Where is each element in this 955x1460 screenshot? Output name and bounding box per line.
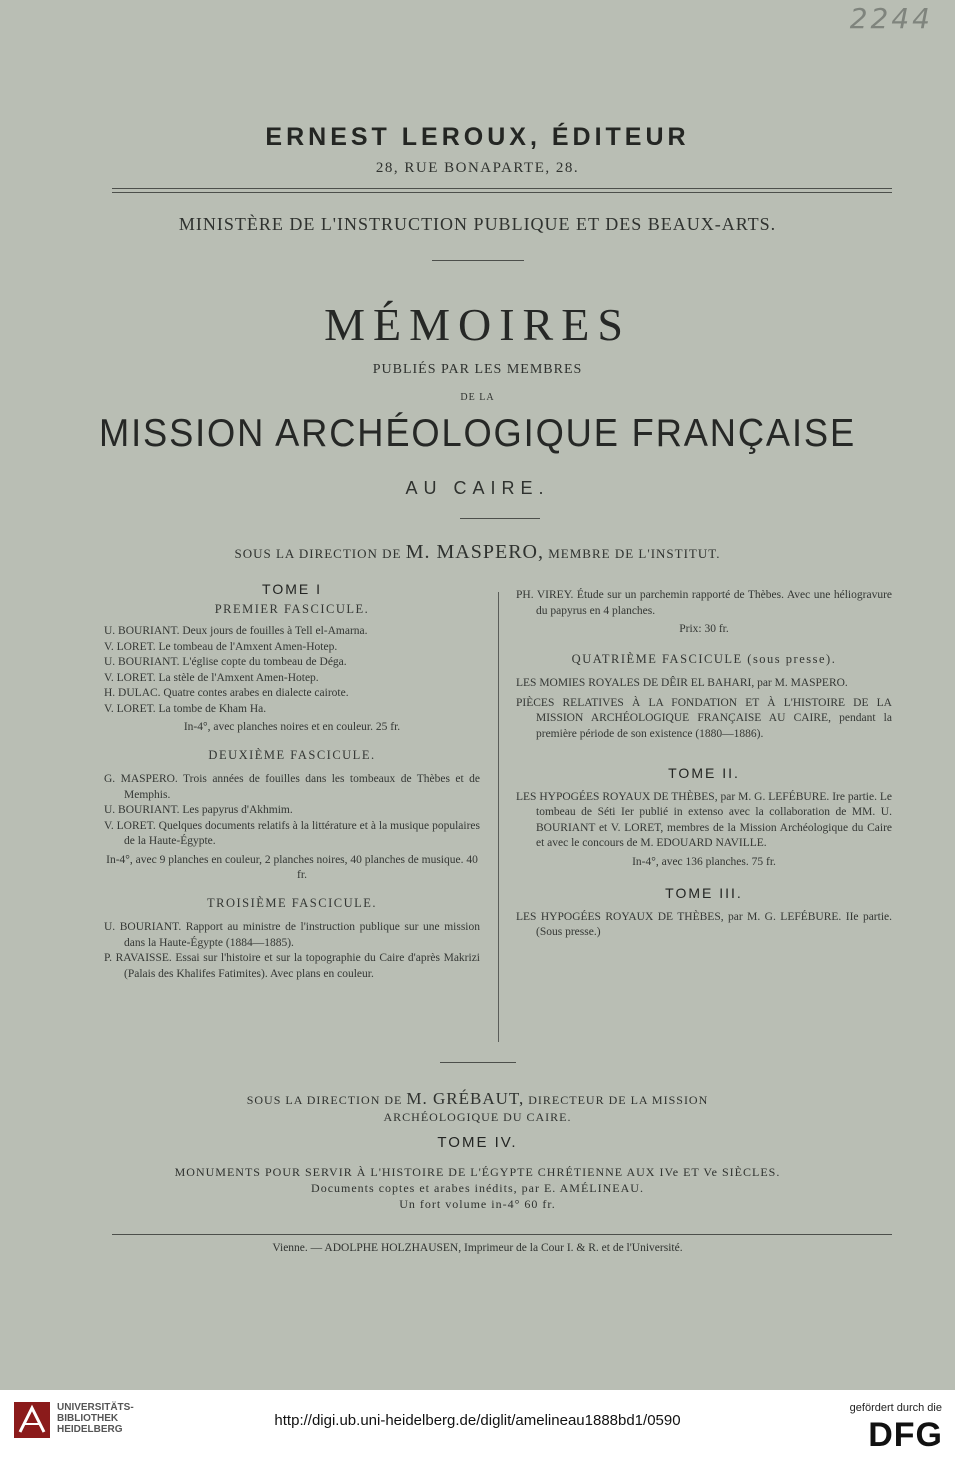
fascicule-heading: PREMIER FASCICULE.	[214, 601, 370, 616]
list-item: P. RAVAISSE. Essai sur l'histoire et sur la topographie du Caire d'après Makrizi (Palais des Khalifes Fatimites). Avec plans en couleur.	[104, 952, 480, 980]
director-title-line2: ARCHÉOLOGIQUE DU CAIRE.	[383, 1110, 572, 1124]
dfg-logo: DFG	[868, 1416, 943, 1454]
publisher-address: 28, RUE BONAPARTE, 28.	[375, 160, 580, 176]
list-item: LES HYPOGÉES ROYAUX DE THÈBES, par M. G. LEFÉBURE. IIe partie. (Sous presse.)	[516, 910, 892, 938]
fascicule-heading: DEUXIÈME FASCICULE.	[208, 747, 376, 762]
price-line: In-4°, avec 9 planches en couleur, 2 planches noires, 40 planches de musique. 40 fr.	[106, 853, 478, 881]
monuments-author: Documents coptes et arabes inédits, par E. AMÉLINEAU.	[311, 1181, 644, 1195]
list-item: U. BOURIANT. Rapport au ministre de l'instruction publique sur une mission dans la Haute-Égypte (1884—1885).	[104, 921, 480, 949]
director-title: MEMBRE DE L'INSTITUT.	[544, 546, 721, 561]
monuments-title: MONUMENTS POUR SERVIR À L'HISTOIRE DE L'ÉGYPTE CHRÉTIENNE AUX IVe ET Ve SIÈCLES.	[174, 1165, 781, 1179]
price-line: In-4°, avec 136 planches. 75 fr.	[632, 855, 776, 868]
divider-rule	[112, 188, 892, 189]
direction-grebaut	[0, 1090, 955, 1126]
list-item: PH. VIREY. Étude sur un parchemin rapporté de Thèbes. Avec une héliogravure du papyrus en 4 planches.	[516, 589, 892, 617]
fascicule-heading: QUATRIÈME FASCICULE (sous presse).	[571, 651, 837, 666]
fascicule-heading: TROISIÈME FASCICULE.	[206, 895, 378, 910]
right-column	[516, 588, 892, 941]
library-line: BIBLIOTHEK	[57, 1413, 119, 1424]
printer-line: Vienne. — ADOLPHE HOLZHAUSEN, Imprimeur de la Cour I. & R. et de l'Université.	[272, 1242, 683, 1254]
library-line: UNIVERSITÄTS-	[57, 1402, 134, 1413]
list-item: V. LORET. La tombe de Kham Ha.	[104, 702, 267, 715]
tome4-description	[0, 1164, 955, 1212]
tome-heading: TOME IV.	[437, 1134, 518, 1151]
page-title: MÉMOIRES	[324, 299, 631, 350]
list-item: U. BOURIANT. Deux jours de fouilles à Tell el-Amarna.	[104, 625, 368, 637]
monuments-price: Un fort volume in-4° 60 fr.	[399, 1197, 556, 1211]
list-item: G. MASPERO. Trois années de fouilles dans les tombeaux de Thèbes et de Memphis.	[104, 773, 480, 801]
short-rule	[460, 518, 540, 519]
ornament-rule	[432, 260, 524, 261]
sponsor-caption: gefördert durch die	[849, 1402, 942, 1414]
permalink-url[interactable]: http://digi.ub.uni-heidelberg.de/diglit/amelineau1888bd1/0590	[274, 1412, 681, 1429]
viewer-footer	[0, 1390, 955, 1460]
au-caire: AU CAIRE.	[405, 478, 550, 498]
director-name: M. MASPERO,	[405, 541, 544, 563]
director-title: DIRECTEUR DE LA MISSION	[524, 1093, 709, 1107]
direction-maspero	[0, 541, 955, 564]
list-item: LES MOMIES ROYALES DE DÊIR EL BAHARI, par M. MASPERO.	[516, 677, 848, 689]
divider-rule	[112, 1234, 892, 1235]
list-item: V. LORET. Quelques documents relatifs à la littérature et à la musique populaires de la Haute-Égypte.	[104, 819, 480, 847]
mission-title: MISSION ARCHÉOLOGIQUE FRANÇAISE	[99, 412, 856, 455]
director-name: M. GRÉBAUT,	[406, 1089, 525, 1108]
price-line: Prix: 30 fr.	[679, 623, 729, 635]
tome-heading: TOME III.	[665, 885, 743, 901]
publisher-name: ERNEST LEROUX, ÉDITEUR	[265, 123, 690, 151]
list-item: U. BOURIANT. Les papyrus d'Akhmim.	[104, 804, 293, 816]
subtitle-de-la: DE LA	[460, 392, 495, 403]
list-item: PIÈCES RELATIVES À LA FONDATION ET À L'HISTOIRE DE LA MISSION ARCHÉOLOGIQUE FRANÇAISE AU CAIRE, pendant la première période de son existence (1880—1886).	[516, 696, 892, 740]
tome-heading: TOME I	[262, 581, 322, 597]
list-item: LES HYPOGÉES ROYAUX DE THÈBES, par M. G. LEFÉBURE. Ire partie. Le tombeau de Séti Ier publié in extenso avec la collaboration de MM. U. BOURIANT et V. LORET, membres de la Mission Archéologique du Caire et avec le concours de M. EDOUARD NAVILLE.	[516, 790, 892, 849]
column-divider	[498, 592, 499, 1042]
direction-prefix: SOUS LA DIRECTION DE	[234, 546, 406, 561]
left-column	[104, 582, 480, 982]
handwritten-number: 2244	[849, 2, 933, 35]
ministry-line: MINISTÈRE DE L'INSTRUCTION PUBLIQUE ET DES BEAUX-ARTS.	[178, 214, 777, 234]
list-item: V. LORET. La stèle de l'Amxent Amen-Hotep.	[104, 671, 319, 684]
list-item: H. DULAC. Quatre contes arabes en dialecte cairote.	[104, 687, 349, 699]
direction-prefix: SOUS LA DIRECTION DE	[246, 1093, 407, 1107]
list-item: U. BOURIANT. L'église copte du tombeau de Déga.	[104, 656, 347, 668]
price-line: In-4°, avec planches noires et en couleur. 25 fr.	[183, 721, 401, 733]
tome-heading: TOME II.	[668, 765, 740, 781]
short-rule	[440, 1062, 516, 1063]
divider-rule	[112, 192, 892, 193]
library-line: HEIDELBERG	[57, 1424, 123, 1435]
list-item: V. LORET. Le tombeau de l'Amxent Amen-Hotep.	[104, 640, 338, 653]
subtitle-publies: PUBLIÉS PAR LES MEMBRES	[372, 362, 583, 377]
